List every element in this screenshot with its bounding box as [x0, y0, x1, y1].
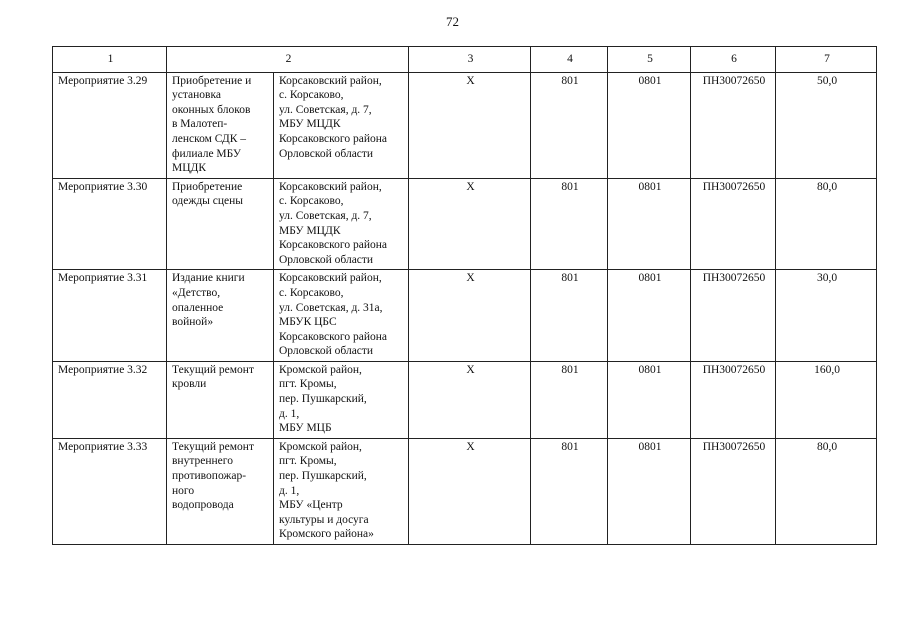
- location-cell: Кромской район, пгт. Кромы, пер. Пушкарский, д. 1, МБУ МЦБ: [274, 361, 409, 438]
- col3-cell: Х: [409, 178, 531, 270]
- amount-cell: 50,0: [776, 72, 877, 178]
- col6-cell: ПН30072650: [691, 72, 776, 178]
- table-row: [53, 72, 877, 178]
- col4-cell: 801: [531, 438, 608, 544]
- location-cell: Корсаковский район, с. Корсаково, ул. Советская, д. 31а, МБУК ЦБС Корсаковского района Орловской области: [274, 270, 409, 362]
- amount-cell: 80,0: [776, 178, 877, 270]
- col5-cell: 0801: [608, 270, 691, 362]
- col6-cell: ПН30072650: [691, 270, 776, 362]
- col3-cell: Х: [409, 361, 531, 438]
- location-cell: Кромской район, пгт. Кромы, пер. Пушкарский, д. 1, МБУ «Центр культуры и досуга Кромского района»: [274, 438, 409, 544]
- col3-cell: Х: [409, 72, 531, 178]
- col6-cell: ПН30072650: [691, 178, 776, 270]
- description-cell: Приобретение одежды сцены: [167, 178, 274, 270]
- col6-cell: ПН30072650: [691, 361, 776, 438]
- col6-cell: ПН30072650: [691, 438, 776, 544]
- header-cell-1: 1: [53, 47, 167, 73]
- description-cell: Приобретение и установка оконных блоков в Малотеп- ленском СДК – филиале МБУ МЦДК: [167, 72, 274, 178]
- description-cell: Издание книги «Детство, опаленное войной»: [167, 270, 274, 362]
- col4-cell: 801: [531, 270, 608, 362]
- event-cell: Мероприятие 3.32: [53, 361, 167, 438]
- table-row: [53, 270, 877, 362]
- col5-cell: 0801: [608, 72, 691, 178]
- col3-cell: Х: [409, 270, 531, 362]
- header-cell-7: 7: [776, 47, 877, 73]
- location-cell: Корсаковский район, с. Корсаково, ул. Советская, д. 7, МБУ МЦДК Корсаковского района Орловской области: [274, 178, 409, 270]
- page-number: 72: [446, 14, 459, 29]
- header-cell-6: 6: [691, 47, 776, 73]
- event-cell: Мероприятие 3.31: [53, 270, 167, 362]
- amount-cell: 160,0: [776, 361, 877, 438]
- location-cell: Корсаковский район, с. Корсаково, ул. Советская, д. 7, МБУ МЦДК Корсаковского района Орловской области: [274, 72, 409, 178]
- col3-cell: Х: [409, 438, 531, 544]
- col4-cell: 801: [531, 72, 608, 178]
- header-row: [53, 47, 877, 73]
- event-cell: Мероприятие 3.29: [53, 72, 167, 178]
- event-cell: Мероприятие 3.30: [53, 178, 167, 270]
- header-cell-2: 2: [167, 47, 409, 73]
- table-row: [53, 438, 877, 544]
- description-cell: Текущий ремонт кровли: [167, 361, 274, 438]
- amount-cell: 30,0: [776, 270, 877, 362]
- header-cell-4: 4: [531, 47, 608, 73]
- amount-cell: 80,0: [776, 438, 877, 544]
- col5-cell: 0801: [608, 178, 691, 270]
- event-cell: Мероприятие 3.33: [53, 438, 167, 544]
- col4-cell: 801: [531, 178, 608, 270]
- col5-cell: 0801: [608, 438, 691, 544]
- description-cell: Текущий ремонт внутреннего противопожар- ного водопровода: [167, 438, 274, 544]
- budget-table: [52, 46, 877, 545]
- col4-cell: 801: [531, 361, 608, 438]
- header-cell-3: 3: [409, 47, 531, 73]
- col5-cell: 0801: [608, 361, 691, 438]
- header-cell-5: 5: [608, 47, 691, 73]
- table-row: [53, 178, 877, 270]
- table-row: [53, 361, 877, 438]
